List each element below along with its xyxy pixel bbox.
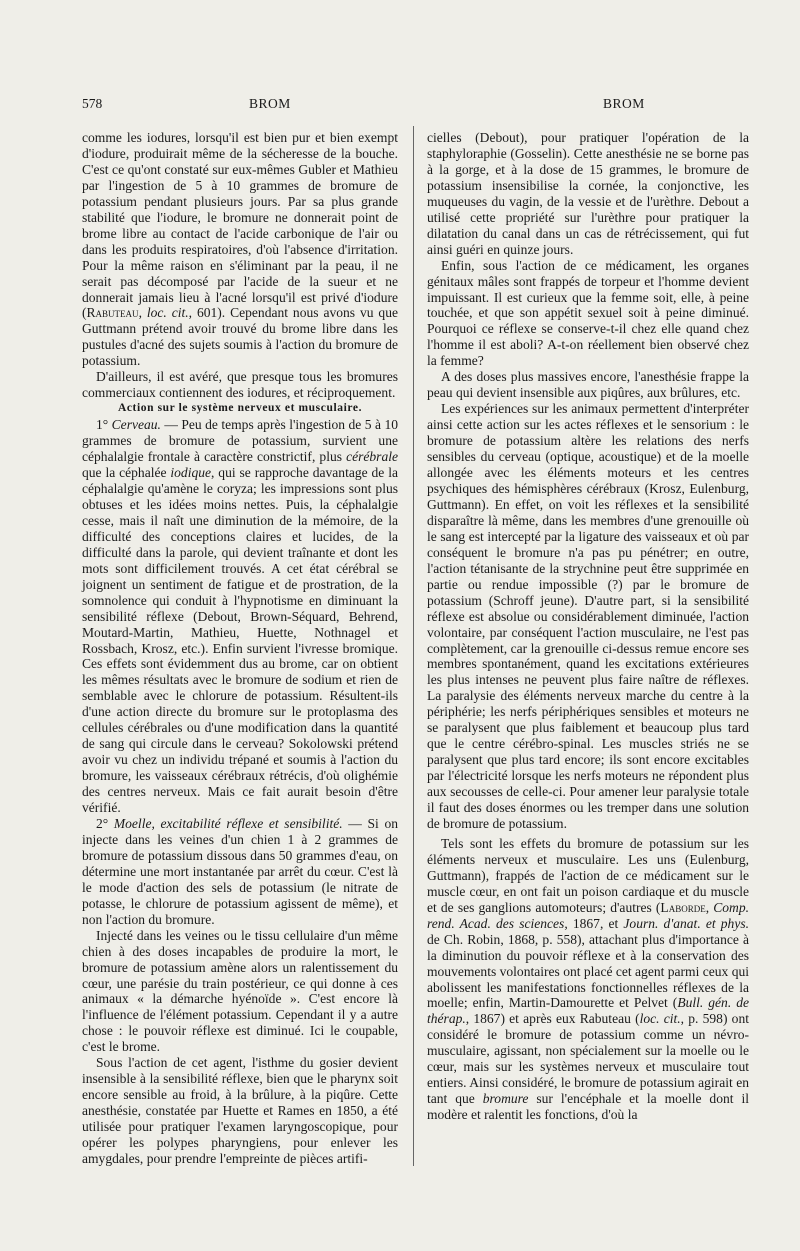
running-head-right: BROM	[603, 96, 645, 111]
reference-work: Bull. gén. de thérap.	[427, 995, 749, 1027]
left-column	[82, 130, 398, 1167]
paragraph: Injecté dans les veines ou le tissu cellulaire d'un même chien à des doses incapables de produire la mort, le bromure de potassium amène alors un ralentissement du cœur, une parésie du train postérieur, ce qui donne à ces animaux « la démarche hyénoïde ». C'est encore là l'influence de l'élément potassium. Cependant il y a autre chose : le pouvoir réflexe est diminué. Ici le coupable, c'est le brome.	[82, 927, 398, 1055]
right-column	[427, 130, 749, 1123]
subsection-title: Cerveau.	[111, 417, 161, 433]
paragraph: 1° Cerveau. — Peu de temps après l'ingestion de 5 à 10 grammes de bromure de potassium, survient une céphalalgie frontale à caractère constrictif, plus cérébrale que la céphalée iodique, qui se rapproche davantage de la céphalalgie qu'amène le coryza; les impressions sont plus obtuses et les idées moins nettes. Puis, la céphalalgie cesse, mais il naît une diminution de la mémoire, de la difficulté des conceptions claires et lucides, de la difficulté dans la parole, qui devient traînante et dont les mots sont difficilement trouvés. A cet état cérébral se joignent un sentiment de fatigue et de prostration, de la somnolence qui conduit à l'hypnotisme en diminuant la sensibilité réflexe (Debout, Brown-Séquard, Behrend, Moutard-Martin, Mathieu, Huette, Nothnagel et Rossbach, Krosz, etc.). Enfin survient l'ivresse bromique. Ces effets sont évidemment dus au brome, car on obtient les mêmes résultats avec le bromure de sodium et rien de semblable avec le chlorure de potassium. Résultent-ils d'une action directe du bromure sur le protoplasma des cellules cérébrales ou d'une modification dans la quantité de sang qui circule dans le cerveau? Sokolowski prétend avoir vu chez un individu trépané et soumis à l'action du bromure, les vaisseaux cérébraux rétrécis, d'où olighémie des centres nerveux. Mais ce fait aurait besoin d'être vérifié.	[82, 417, 398, 816]
page-header	[82, 96, 742, 116]
subsection-title: Moelle, excitabilité réflexe et sensibilité.	[113, 815, 343, 831]
paragraph: D'ailleurs, il est avéré, que presque tous les bromures commerciaux contiennent des iodures, et réciproquement.	[82, 369, 398, 401]
reference-work: loc. cit.	[639, 1011, 681, 1027]
paragraph: Sous l'action de cet agent, l'isthme du gosier devient insensible à la sensibilité réflexe, bien que le pharynx soit encore sensible au froid, à la brûlure, à la piqûre. Cette anesthésie, constatée par Huette et Rames en 1850, a été utilisée pour pratiquer l'examen laryngoscopique, pour opérer les polypes pharyngiens, pour enlever les amygdales, pour prendre l'empreinte de pièces artifi-	[82, 1055, 398, 1166]
reference-author: Laborde	[660, 899, 706, 915]
paragraph: comme les iodures, lorsqu'il est bien pur et bien exempt d'iodure, produirait même de la sécheresse de la bouche. C'est ce qu'ont constaté sur eux-mêmes Gubler et Mathieu par l'ingestion de 5 à 10 grammes de bromure de potassium pendant plusieurs jours. Par sa plus grande stabilité que l'iodure, le bromure ne donnerait point de brome libre au contact de l'acide carbonique de l'air ou dans les produits respiratoires, d'où l'absence d'irritation. Pour la même raison en s'éliminant par la peau, il ne serait pas décomposé par l'acide de la sueur et ne donnerait jamais lieu à l'acné lorsqu'il est privé d'iodure (Rabuteau, loc. cit., 601). Cependant nous avons vu que Guttmann prétend avoir trouvé du brome libre dans les pustules d'acné des sujets soumis à l'action du bromure de potassium.	[82, 130, 398, 369]
paragraph: Les expériences sur les animaux permettent d'interpréter ainsi cette action sur les actes réflexes et le sensorium : le bromure de potassium altère les relations des nerfs sensibles du cerveau (optique, acoustique) et de la moelle allongée avec les éléments moteurs et les centres psychiques des hémisphères cérébraux (Krosz, Eulenburg, Guttmann). En effet, on voit les réflexes et la sensibilité disparaître là même, dans les membres d'une grenouille où le sang est intercepté par la ligature des vaisseaux et où par conséquent le bromure n'a pas pu pénétrer; en outre, l'action tétanisante de la strychnine peut être supprimée en partie ou rendue impossible (?) par le bromure de potassium (Schroff jeune). D'autre part, si la sensibilité réflexe est absolue ou considérablement diminuée, l'action volontaire, par conséquent l'action musculaire, ne l'est pas complètement, car la grenouille ci-dessus remue encore ses membres spontanément, quand les excitations extérieures les plus intenses ne peuvent plus faire naître de réflexes. La paralysie des éléments nerveux marche du centre à la périphérie; les nerfs périphériques sensibles et moteurs ne se paralysent que plus faiblement et beaucoup plus tard que le centre cérébro-spinal. Les muscles striés ne se paralysent que plus tard encore; ils sont encore excitables par l'électricité lorsque les nerfs moteurs ne répondent plus aux secousses de celle-ci. Pour amener leur paralysie totale il faut des doses énormes ou les tremper dans une solution de bromure de potassium.	[427, 401, 749, 831]
paragraph: Enfin, sous l'action de ce médicament, les organes génitaux mâles sont frappés de torpeur et l'homme devient impuissant. Il est curieux que la femme soit, elle, à peine touchée, et que son appétit sexuel soit à peine diminué. Pourquoi ce réflexe se conserve-t-il chez elle quand chez l'homme il est aboli? A-t-on réellement bien observé chez la femme?	[427, 257, 749, 369]
page-number: 578	[82, 96, 103, 111]
paragraph: cielles (Debout), pour pratiquer l'opération de la staphyloraphie (Gosselin). Cette anesthésie ne se borne pas à la gorge, et à la dose de 15 grammes, le bromure de potassium insensibilise la cornée, la conjonctive, les muqueuses du vagin, de la vessie et de l'urèthre. Debout a utilisé cette propriété sur l'urèthre pour pratiquer la dilatation du canal dans un cas de rétrécissement, qui fut ainsi guéri en quinze jours.	[427, 130, 749, 257]
reference-work: loc. cit.	[146, 305, 189, 321]
paragraph: A des doses plus massives encore, l'anesthésie frappe la peau qui devient insensible aux piqûres, aux brûlures, etc.	[427, 369, 749, 401]
running-head-left: BROM	[249, 96, 291, 111]
reference-author: Rabuteau	[86, 305, 139, 321]
paragraph: Tels sont les effets du bromure de potassium sur les éléments nerveux et musculaire. Les uns (Eulenburg, Guttmann), frappés de l'action de ce médicament sur le muscle cœur, en ont fait un poison cardiaque et du muscle et de ses ganglions automoteurs; d'autres (Laborde, Comp. rend. Acad. des sciences, 1867, et Journ. d'anat. et phys. de Ch. Robin, 1868, p. 558), attachant plus d'importance à la diminution du pouvoir réflexe et à la conservation des mouvements volontaires ont placé cet agent parmi ceux qui abolissent les manifestations fonctionnelles réflexes de la moelle; enfin, Martin-Damourette et Pelvet (Bull. gén. de thérap., 1867) et après eux Rabuteau (loc. cit., p. 598) ont considéré le bromure de potassium comme un névro-musculaire, agissant, non spécialement sur la moelle ou le cœur, mais sur les systèmes nerveux et musculaire tout entiers. Ainsi considéré, le bromure de potassium agirait en tant que bromure sur l'encéphale et la moelle dont il modère et ralentit les fonctions, d'où la	[427, 835, 750, 1123]
reference-work: Comp. rend. Acad. des sciences	[427, 899, 749, 931]
column-divider	[413, 126, 414, 1166]
section-heading: Action sur le système nerveux et musculaire.	[117, 402, 363, 415]
paragraph: 2° Moelle, excitabilité réflexe et sensibilité. — Si on injecte dans les veines d'un chien 1 à 2 grammes de bromure de potassium dissous dans 50 grammes d'eau, on détermine une mort instantanée par arrêt du cœur. C'est là le mode d'action des sels de potassium (le nitrate de potasse, le chlorure de potassium agissent de même), et non l'action du bromure.	[82, 815, 398, 927]
reference-work: Journ. d'anat. et phys.	[623, 915, 749, 931]
